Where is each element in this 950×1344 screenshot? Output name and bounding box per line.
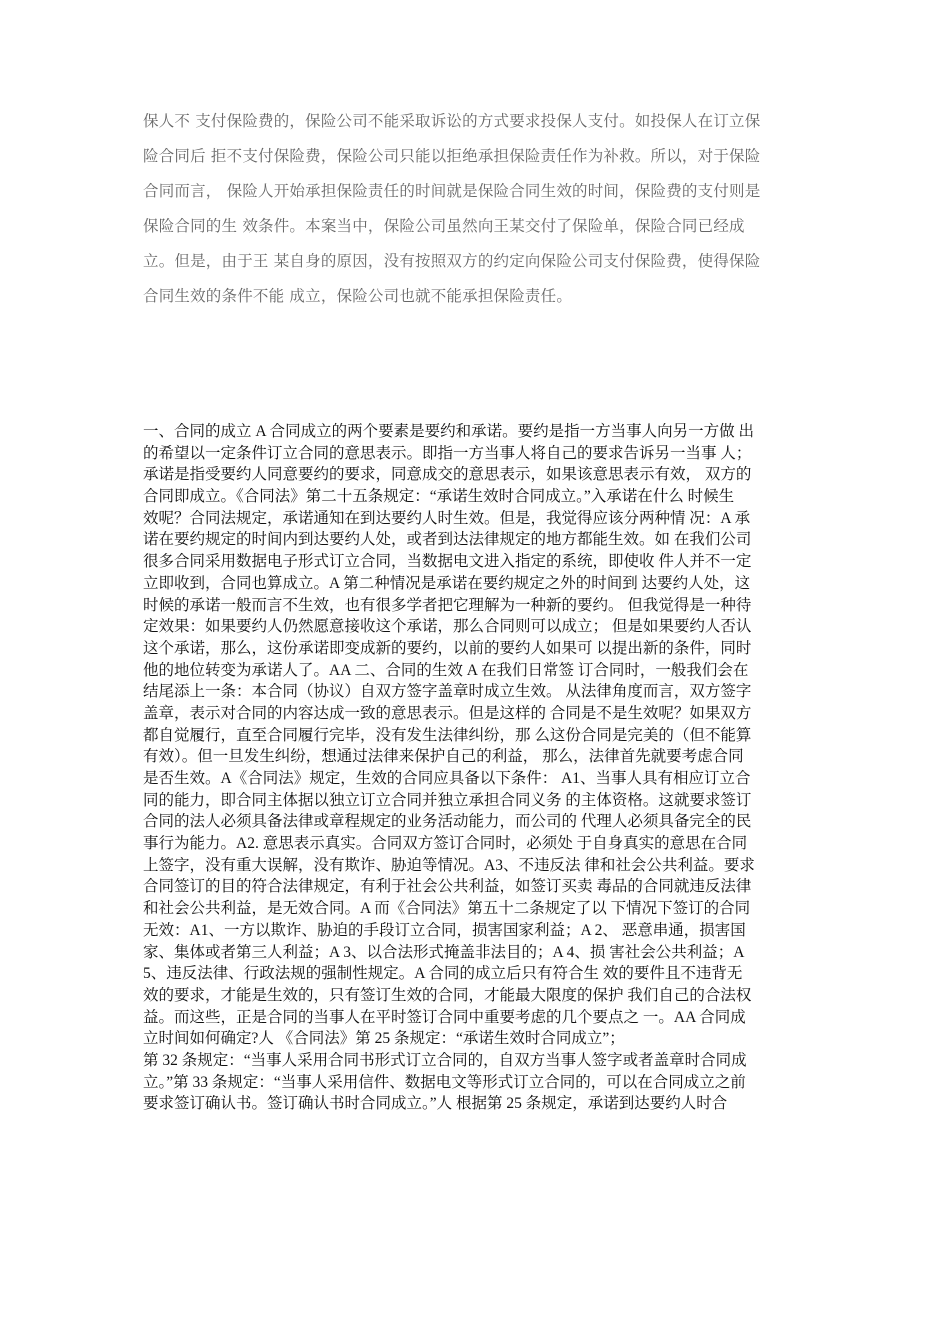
text-line: 承诺是指受要约人同意要约的要求，同意成交的意思表示，如果该意思表示有效， 双方的	[143, 466, 752, 484]
text-line: 合同即成立。《合同法》第二十五条规定：“承诺生效时合同成立。”入承诺在什么 时候生	[143, 488, 735, 506]
text-line: 5、违反法律、行政法规的强制性规定。A 合同的成立后只有符合生 效的要件且不违背无	[143, 965, 743, 983]
text-line: 都自觉履行，直至合同履行完毕，没有发生法律纠纷，那 么这份合同是完美的（但不能算	[143, 726, 752, 744]
text-line: 合同的法人必须具备法律或章程规定的业务活动能力，而公司的 代理人必须具备完全的民	[143, 813, 752, 831]
text-line: 上签字，没有重大误解，没有欺诈、胁迫等情况。A3、不违反法 律和社会公共利益。要求	[143, 856, 755, 874]
text-line: 是否生效。A《合同法》规定，生效的合同应具备以下条件： A1、当事人具有相应订立合	[143, 770, 751, 787]
text-line: 定效果：如果要约人仍然愿意接收这个承诺，那么合同则可以成立； 但是如果要约人否认	[143, 618, 752, 636]
text-line: 诺在要约规定的时间内到达要约人处，或者到达法律规定的地方都能生效。如 在我们公司	[143, 531, 752, 549]
text-line: 他的地位转变为承诺人了。AA 二、合同的生效 A 在我们日常签 订合同时，一般我们会在	[143, 661, 749, 679]
insurance-paragraph	[143, 104, 819, 314]
text-line: 合同而言， 保险人开始承担保险责任的时间就是保险合同生效的时间，保险费的支付则是	[143, 182, 761, 200]
text-line: 一、合同的成立 A 合同成立的两个要素是要约和承诺。要约是指一方当事人向另一方做 出	[143, 423, 754, 440]
text-line: 险合同后 拒不支付保险费，保险公司只能以拒绝承担保险责任作为补救。所以，对于保险	[143, 147, 761, 165]
text-line: 立。但是，由于王 某自身的原因，没有按照双方的约定向保险公司支付保险费，使得保险	[143, 252, 761, 270]
text-line: 盖章，表示对合同的内容达成一致的意思表示。但是这样的 合同是不是生效呢？如果双方	[143, 704, 752, 722]
text-line: 时候的承诺一般而言不生效，也有很多学者把它理解为一种新的要约。 但我觉得是一种待	[143, 596, 752, 614]
text-line: 立时间如何确定?人 《合同法》第 25 条规定：“承诺生效时合同成立”；	[143, 1030, 625, 1048]
text-line: 同的能力，即合同主体据以独立订立合同并独立承担合同义务 的主体资格。这就要求签订	[143, 791, 752, 809]
text-line: 合同签订的目的符合法律规定，有利于社会公共利益，如签订买卖 毒品的合同就违反法律	[143, 878, 752, 896]
contract-paragraph	[143, 421, 823, 1115]
text-line: 有效）。但一旦发生纠纷，想通过法律来保护自己的利益， 那么，法律首先就要考虑合同	[143, 748, 744, 766]
text-line: 保险合同的生 效条件。本案当中，保险公司虽然向王某交付了保险单，保险合同已经成	[143, 217, 745, 235]
text-line: 益。而这些，正是合同的当事人在平时签订合同中重要考虑的几个要点之 一。AA 合同成	[143, 1008, 746, 1026]
text-line: 效的要求，才能是生效的，只有签订生效的合同，才能最大限度的保护 我们自己的合法权	[143, 986, 752, 1004]
text-line: 保人不 支付保险费的，保险公司不能采取诉讼的方式要求投保人支付。如投保人在订立保	[143, 112, 761, 130]
text-line: 结尾添上一条：本合同（协议）自双方签字盖章时成立生效。 从法律角度而言，双方签字	[143, 683, 752, 701]
text-line: 的希望以一定条件订立合同的意思表示。即指一方当事人将自己的要求告诉另一当事 人；	[143, 444, 752, 462]
text-line: 这个承诺，那么，这份承诺即变成新的要约，以前的要约人如果可 以提出新的条件，同时	[143, 639, 752, 657]
text-line: 和社会公共利益，是无效合同。A 而《合同法》第五十二条规定了以 下情况下签订的合同	[143, 900, 751, 918]
text-line: 家、集体或者第三人利益；A 3、以合法形式掩盖非法目的；A 4、损 害社会公共利益；A	[143, 943, 745, 961]
text-line: 很多合同采用数据电子形式订立合同，当数据电文进入指定的系统，即使收 件人并不一定	[143, 553, 752, 571]
text-line: 无效：A1、一方以欺诈、胁迫的手段订立合同，损害国家利益；A 2、 恶意串通，损害国	[143, 921, 746, 939]
text-line: 要求签订确认书。签订确认书时合同成立。”人 根据第 25 条规定，承诺到达要约人时合	[143, 1095, 728, 1113]
text-line: 效呢？合同法规定，承诺通知在到达要约人时生效。但是，我觉得应该分两种情 况：A 承	[143, 509, 751, 527]
text-line: 合同生效的条件不能 成立，保险公司也就不能承担保险责任。	[143, 287, 573, 305]
text-line: 立。”第 33 条规定：“当事人采用信件、数据电文等形式订立合同的，可以在合同成立之前	[143, 1073, 746, 1091]
text-line: 立即收到，合同也算成立。A 第二种情况是承诺在要约规定之外的时间到 达要约人处，这	[143, 574, 751, 592]
text-line: 事行为能力。A2. 意思表示真实。合同双方签订合同时，必须处 于自身真实的意思在合同	[143, 835, 748, 853]
text-line: 第 32 条规定：“当事人采用合同书形式订立合同的，自双方当事人签字或者盖章时合同成	[143, 1051, 747, 1069]
